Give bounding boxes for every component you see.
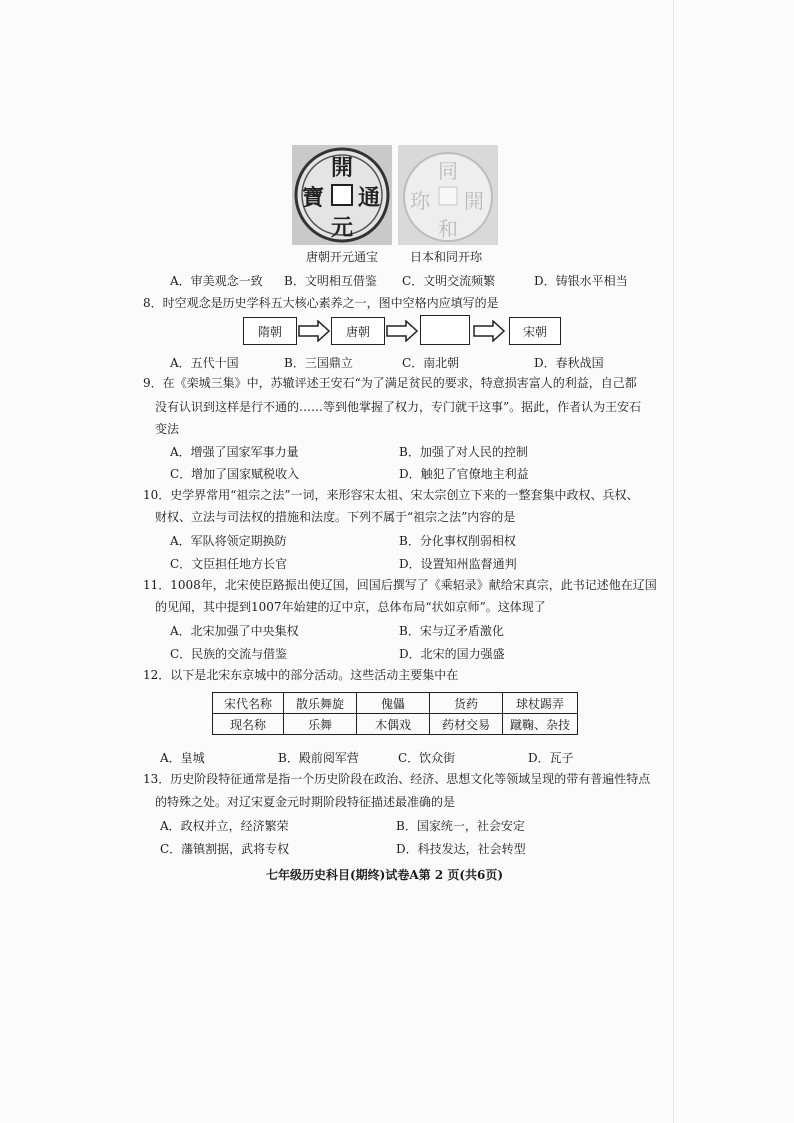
table-cell: 木偶戏 [357,714,430,735]
q9-option-a: A．增强了国家军事力量 [170,445,299,459]
coin-tang-char-bottom: 元 [331,215,354,241]
q8-box-song-label: 宋朝 [522,324,547,339]
table-row [213,714,578,735]
q11-option-a: A．北宋加强了中央集权 [170,624,299,638]
q11-line-2: 的见闻，其中提到1007年始建的辽中京，总体布局“状如京师”。这体现了 [155,600,546,614]
table-cell: 球杖踢弄 [503,693,578,714]
q13-option-c: C．藩镇割据，武将专权 [160,842,290,856]
q12-stem: 12．以下是北宋东京城中的部分活动。这些活动主要集中在 [143,668,459,682]
q9-option-d: D．触犯了官僚地主利益 [399,467,529,481]
q12-activities-table [212,692,578,735]
q8-box-blank [420,315,470,345]
q7-option-b: B．文明相互借鉴 [284,274,377,288]
table-cell: 宋代名称 [213,693,284,714]
arrow-icon [386,320,418,342]
q12-option-a: A．皇城 [160,751,205,765]
coin-japan-char-top: 同 [438,159,458,183]
q12-option-c: C．饮众街 [398,751,456,765]
coin-tang-char-left: 寶 [302,185,325,211]
q8-option-d: D．春秋战国 [534,356,604,370]
coin-tang-caption: 唐朝开元通宝 [306,250,379,264]
q13-line-1: 13．历史阶段特征通常是指一个历史阶段在政治、经济、思想文化等领域呈现的带有普遍性特点 [143,772,651,786]
q8-box-sui [243,317,297,345]
q11-option-d: D．北宋的国力强盛 [399,647,505,661]
q10-option-a: A．军队将领定期换防 [170,534,287,548]
q8-box-tang [331,317,385,345]
q10-option-d: D．设置知州监督通判 [399,557,517,571]
q8-stem: 8．时空观念是历史学科五大核心素养之一，图中空格内应填写的是 [143,296,499,310]
q8-option-b: B．三国鼎立 [284,356,353,370]
arrow-icon [298,320,330,342]
q10-line-2: 财权、立法与司法权的措施和法度。下列不属于“祖宗之法”内容的是 [155,510,516,524]
q7-option-c: C．文明交流频繁 [402,274,496,288]
q13-line-2: 的特殊之处。对辽宋夏金元时期阶段特征描述最准确的是 [155,795,456,809]
q11-option-c: C．民族的交流与借鉴 [170,647,288,661]
q12-option-d: D．瓦子 [528,751,574,765]
q9-line-3: 变法 [155,422,180,436]
q8-box-song [509,317,561,345]
q10-option-c: C．文臣担任地方长官 [170,557,288,571]
coin-japan-char-left: 珎 [410,189,430,213]
table-cell: 乐舞 [284,714,357,735]
table-row [213,693,578,714]
coin-tang-image [292,145,392,245]
q11-option-b: B．宋与辽矛盾激化 [399,624,504,638]
table-cell: 现名称 [213,714,284,735]
q9-option-c: C．增加了国家赋税收入 [170,467,300,481]
page-footer: 七年级历史科目(期终)试卷A第 2 页(共6页) [266,868,504,882]
coin-japan-char-bottom: 和 [438,217,458,241]
table-cell: 散乐舞旋 [284,693,357,714]
q8-box-sui-label: 隋朝 [257,324,282,339]
q8-box-tang-label: 唐朝 [345,324,370,339]
q10-option-b: B．分化事权削弱相权 [399,534,516,548]
q7-option-d: D．铸银水平相当 [534,274,628,288]
coin-japan-char-right: 開 [464,189,484,213]
q9-option-b: B．加强了对人民的控制 [399,445,528,459]
q13-option-b: B．国家统一，社会安定 [396,819,525,833]
q13-option-a: A．政权并立，经济繁荣 [160,819,289,833]
table-cell: 货药 [430,693,503,714]
q8-option-a: A．五代十国 [170,356,239,370]
q7-option-a: A．审美观念一致 [170,274,263,288]
coin-tang-char-top: 開 [331,155,354,181]
q10-line-1: 10．史学界常用“祖宗之法”一词，来形容宋太祖、宋太宗创立下来的一整套集中政权、兵权、 [143,488,639,502]
q9-line-1: 9．在《栾城三集》中，苏辙评述王安石“为了满足贫民的要求，特意损害富人的利益，自己都 [143,376,637,390]
q9-line-2: 没有认识到这样是行不通的……等到他掌握了权力，专门就干这事”。据此，作者认为王安石 [155,400,642,414]
table-cell: 药材交易 [430,714,503,735]
coin-japan-image [398,145,498,245]
coin-japan-caption: 日本和同开珎 [410,250,483,264]
table-cell: 蹴鞠、杂技 [503,714,578,735]
q12-option-b: B．殿前阅军营 [278,751,359,765]
scan-edge [673,0,674,1123]
table-cell: 傀儡 [357,693,430,714]
q11-line-1: 11．1008年，北宋使臣路振出使辽国，回国后撰写了《乘轺录》献给宋真宗，此书记述他在辽国 [143,578,657,592]
arrow-icon [473,320,505,342]
coin-tang-char-right: 通 [358,185,381,211]
q8-option-c: C．南北朝 [402,356,460,370]
q13-option-d: D．科技发达，社会转型 [396,842,526,856]
